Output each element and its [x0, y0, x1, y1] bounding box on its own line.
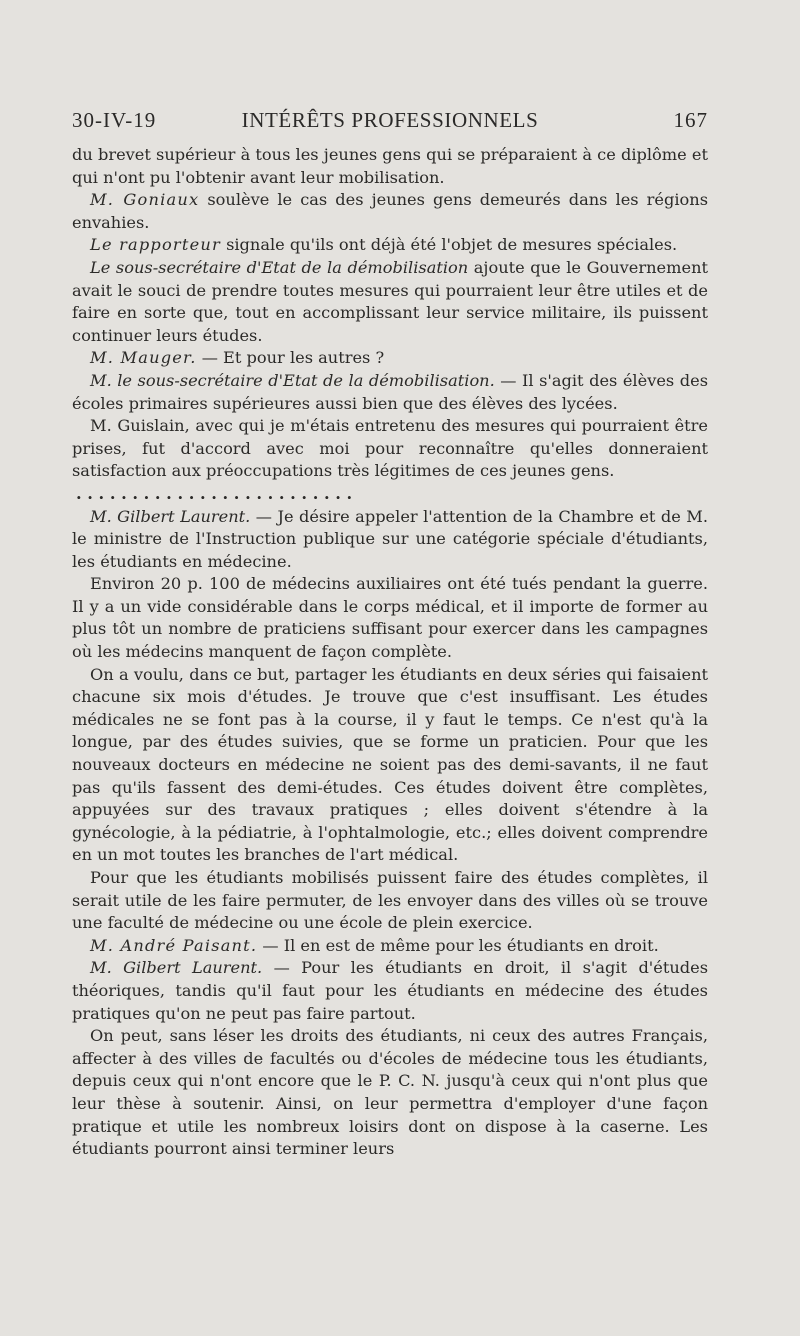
speaker-name: M. Goniaux: [90, 190, 200, 210]
speaker-name: Le rapporteur: [90, 235, 221, 255]
paragraph: On a voulu, dans ce but, partager les étudiants en deux séries qui faisaient chacune six mois d'études. Je trouve que c'est insuffisant. Les études médicales ne se font pas à la course, il y faut le temps. Ce n'est qu'à la longue, par des études suivies, que se forme un praticien. Pour que les nouveaux docteurs en médecine ne soient pas des demi-savants, il ne faut pas qu'ils fassent des demi-études. Ces études doivent être complètes, appuyées sur des travaux pratiques ; elles doivent s'étendre à la gynécologie, à la pédiatrie, à l'ophtalmologie, etc.; elles doivent comprendre en un mot toutes les branches de l'art médical.: [72, 664, 708, 865]
paragraph: Le rapporteur signale qu'ils ont déjà été l'objet de mesures spéciales.: [90, 235, 678, 255]
running-header: [72, 108, 708, 140]
paragraph: M. Gilbert Laurent. — Pour les étudiants en droit, il s'agit d'études théoriques, tandis qu'il faut pour les étudiants en médecine des études pratiques qu'on ne peut pas faire partout.: [72, 958, 709, 1023]
speaker-name: M. Mauger.: [90, 348, 197, 368]
paragraph: M. André Paisant. — Il en est de même pour les étudiants en droit.: [90, 935, 659, 955]
paragraph: du brevet supérieur à tous les jeunes gens qui se préparaient à ce diplôme et qui n'ont pu l'obtenir avant leur mobilisation.: [72, 145, 708, 187]
paragraph: Environ 20 p. 100 de médecins auxiliaires ont été tués pendant la guerre. Il y a un vide considérable dans le corps médical, et il importe de former au plus tôt un nombre de praticiens suffisant pour exercer dans les campagnes où les médecins manquent de façon complète.: [72, 574, 708, 662]
speaker-name: M. André Paisant.: [90, 935, 258, 955]
paragraph: M. Mauger. — Et pour les autres ?: [90, 348, 385, 368]
body-text: [72, 144, 708, 1161]
header-date: 30-IV-19: [72, 108, 157, 132]
speaker-name: M. Gilbert Laurent.: [90, 506, 251, 526]
section-separator: . . . . . . . . . . . . . . . . . . . . . . . . .: [76, 483, 353, 503]
paragraph: Le sous-secrétaire d'Etat de la démobilisation ajoute que le Gouvernement avait le souci de prendre toutes mesures qui pourraient leur être utiles et de faire en sorte que, tout en accomplissant leur service militaire, ils puissent continuer leurs études.: [72, 257, 708, 345]
speaker-name: Le sous-secrétaire d'Etat de la démobilisation: [90, 257, 469, 277]
paragraph: M. le sous-secrétaire d'Etat de la démobilisation. — Il s'agit des élèves des écoles primaires supérieures aussi bien que des élèves des lycées.: [72, 370, 708, 413]
header-title: INTÉRÊTS PROFESSIONNELS: [241, 108, 539, 132]
speaker-name: M. le sous-secrétaire d'Etat de la démobilisation.: [90, 370, 495, 390]
paragraph: M. Guislain, avec qui je m'étais entretenu des mesures qui pourraient être prises, fut d'accord avec moi pour reconnaître qu'elles donneraient satisfaction aux préoccupations très légitimes de ces jeunes gens.: [72, 416, 708, 481]
paragraph: On peut, sans léser les droits des étudiants, ni ceux des autres Français, affecter à des villes de facultés ou d'écoles de médecine tous les étudiants, depuis ceux qui n'ont encore que le P. C. N. jusqu'à ceux qui n'ont plus que leur thèse à soutenir. Ainsi, on leur permettra d'employer d'une façon pratique et utile les nombreux loisirs dont on dispose à la caserne. Les étudiants pourront ainsi terminer leurs: [72, 1026, 708, 1159]
paragraph: Pour que les étudiants mobilisés puissent faire des études complètes, il serait utile de les faire permuter, de les envoyer dans des villes où se trouve une faculté de médecine ou une école de plein exercice.: [72, 868, 708, 933]
page-number: 167: [673, 108, 708, 132]
speaker-name: M. Gilbert Laurent.: [90, 958, 263, 978]
paragraph: M. Goniaux soulève le cas des jeunes gens demeurés dans les régions envahies.: [72, 190, 708, 232]
paragraph: M. Gilbert Laurent. — Je désire appeler l'attention de la Chambre et de M. le ministre de l'Instruction publique sur une catégorie spéciale d'étudiants, les étudiants en médecine.: [72, 506, 709, 571]
